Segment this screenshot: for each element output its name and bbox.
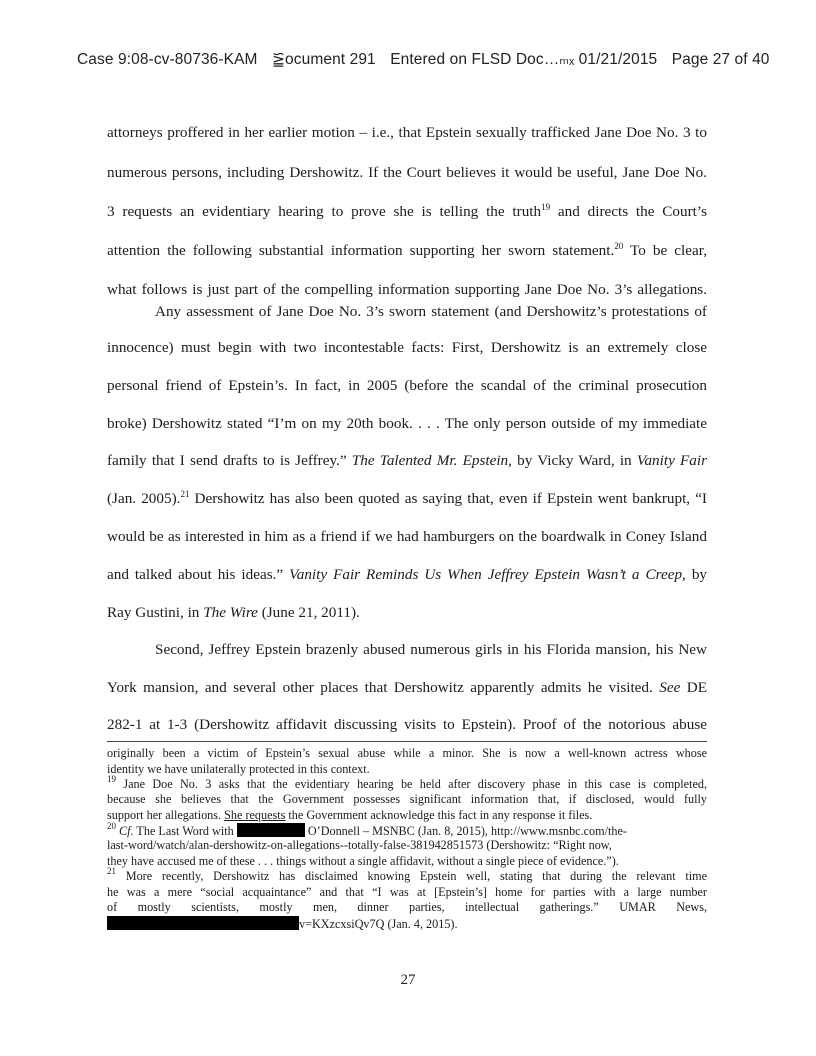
text-run: 3 requests an evidentiary hearing to prove she is telling the truth	[107, 203, 542, 220]
entered-date: Entered on FLSD Doc…ₘₓ 01/21/2015	[390, 51, 658, 68]
body-line	[107, 679, 707, 697]
text-run: the Government acknowledge this fact in any response it files.	[285, 808, 593, 822]
footnote-line: originally been a victim of Epstein’s sexual abuse while a minor. She is now a well-known actress whose	[107, 746, 707, 760]
footnote-ref-19: 19	[541, 202, 551, 212]
text-run: Ray Gustini, in	[107, 604, 204, 621]
footnote-line	[107, 916, 707, 932]
footnote-line: identity we have unilaterally protected in this context.	[107, 762, 370, 776]
text-run: (June 21, 2011).	[257, 604, 360, 621]
text-run: The Last Word with	[133, 824, 237, 838]
text-run: and talked about his ideas.”	[107, 566, 290, 583]
body-line: Any assessment of Jane Doe No. 3’s sworn statement (and Dershowitz’s protestations of	[155, 303, 707, 320]
text-run: v=KXzcxsiQv7Q (Jan. 4, 2015).	[299, 917, 458, 931]
text-run: , by Vicky Ward, in	[508, 452, 637, 469]
body-line	[107, 490, 707, 508]
publication-title: The Wire	[203, 604, 258, 621]
page-number: 27	[400, 972, 416, 988]
footnote-line	[107, 866, 707, 884]
page-of-total: Page 27 of 40	[671, 51, 770, 68]
body-line	[107, 604, 707, 622]
text-run: To be clear,	[623, 242, 707, 259]
footnote-line: of mostly scientists, mostly men, dinner parties, intellectual gatherings.” UMAR News,	[107, 900, 707, 914]
body-line	[107, 452, 707, 470]
redaction-box	[107, 916, 299, 930]
text-run: York mansion, and several other places that Dershowitz apparently admits he visited.	[107, 679, 660, 696]
body-line: broke) Dershowitz stated “I’m on my 20th book. . . . The only person outside of my immediate	[107, 415, 707, 432]
footnote-line: they have accused me of these . . . things without a single affidavit, without a single piece of evidence.”).	[107, 854, 619, 868]
redaction-box	[237, 823, 305, 837]
footnote-ref-20: 20	[614, 241, 624, 251]
body-line: would be as interested in him as a friend if we had hamburgers on the boardwalk in Coney Island	[107, 528, 707, 545]
publication-title: Vanity Fair	[636, 452, 708, 469]
text-run: family that I send drafts to is Jeffrey.”	[107, 452, 352, 469]
body-line: Second, Jeffrey Epstein brazenly abused numerous girls in his Florida mansion, his New	[155, 641, 707, 658]
body-line	[107, 242, 707, 260]
text-run: O’Donnell – MSNBC (Jan. 8, 2015), http://www.msnbc.com/the-	[304, 824, 627, 838]
footnote-marker-20: 20	[107, 821, 116, 831]
text-run: DE	[680, 679, 708, 696]
text-run: support her allegations.	[107, 808, 225, 822]
footnote-separator	[107, 741, 707, 742]
text-run: , by	[682, 566, 708, 583]
underlined-text: She requests	[224, 808, 286, 822]
citation-signal: Cf.	[116, 824, 134, 838]
footnote-marker-19: 19	[107, 774, 116, 784]
footnote-line	[107, 808, 707, 823]
text-run: and directs the Court’s	[550, 203, 707, 220]
court-filing-header	[77, 50, 780, 69]
footnote-line: last-word/watch/alan-dershowitz-on-allegations--totally-false-381942851573 (Dershowitz: “Right now,	[107, 838, 612, 852]
body-line	[107, 203, 707, 221]
document-number: ⪠ocument 291	[271, 51, 376, 68]
body-line: attorneys proffered in her earlier motion – i.e., that Epstein sexually trafficked Jane Doe No. 3 to	[107, 124, 707, 141]
citation-signal: See	[659, 679, 681, 696]
footnote-line: because she believes that the Government possesses significant information that, if disclosed, would fully	[107, 792, 707, 806]
case-number: Case 9:08-cv-80736-KAM	[77, 51, 258, 68]
text-run: More recently, Dershowitz has disclaimed knowing Epstein well, stating that during the relevant time	[116, 869, 707, 883]
body-line: 282-1 at 1-3 (Dershowitz affidavit discussing visits to Epstein). Proof of the notorious abuse	[107, 716, 707, 733]
body-line	[107, 566, 707, 584]
body-line: personal friend of Epstein’s. In fact, in 2005 (before the scandal of the criminal prosecution	[107, 377, 707, 394]
article-title: The Talented Mr. Epstein	[351, 452, 509, 469]
footnote-line	[107, 774, 707, 792]
text-run: Dershowitz has also been quoted as saying that, even if Epstein went bankrupt, “I	[189, 490, 707, 507]
article-title: Vanity Fair Reminds Us When Jeffrey Epstein Wasn’t a Creep	[289, 566, 683, 583]
text-run: Jane Doe No. 3 asks that the evidentiary hearing be held after discovery phase in this case is completed,	[116, 777, 707, 791]
text-run: attention the following substantial information supporting her sworn statement.	[107, 242, 615, 259]
footnote-ref-21: 21	[180, 489, 190, 499]
body-line: what follows is just part of the compelling information supporting Jane Doe No. 3’s allegations.	[107, 281, 707, 298]
footnote-line	[107, 823, 707, 839]
footnote-marker-21: 21	[107, 866, 116, 876]
body-line: innocence) must begin with two incontestable facts: First, Dershowitz is an extremely close	[107, 339, 707, 356]
footnote-line: he was a mere “social acquaintance” and that “I was at [Epstein’s] home for parties with a large number	[107, 885, 707, 899]
body-line: numerous persons, including Dershowitz. If the Court believes it would be useful, Jane Doe No.	[107, 164, 707, 181]
text-run: (Jan. 2005).	[107, 490, 181, 507]
